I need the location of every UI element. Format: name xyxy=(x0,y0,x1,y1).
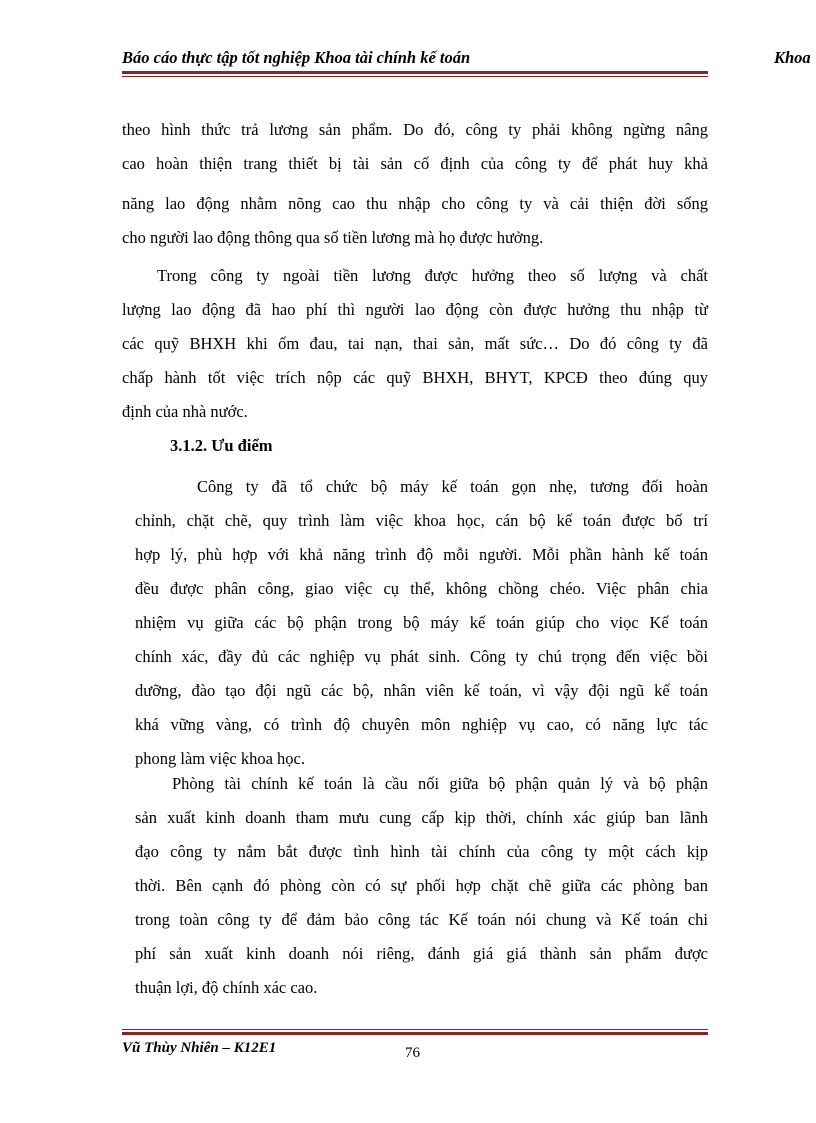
footer-rule-thick xyxy=(122,1032,708,1035)
footer-rule-thin xyxy=(122,1029,708,1030)
paragraph-line: lượng lao động đã hao phí thì người lao động còn được hưởng thu nhập từ xyxy=(122,300,708,319)
page-number: 76 xyxy=(405,1045,420,1061)
paragraph-1 xyxy=(122,113,708,255)
paragraph-line: phong làm việc khoa học. xyxy=(135,749,305,768)
paragraph-line: nhiệm vụ giữa các bộ phận trong bộ máy kế toán giúp cho viọc Kế toán xyxy=(135,613,708,632)
paragraph-line: hợp lý, phù hợp với khả năng trình độ mỗi người. Mỗi phần hành kế toán xyxy=(135,545,708,564)
paragraph-line: Công ty đã tổ chức bộ máy kế toán gọn nhẹ, tương đối hoàn xyxy=(197,477,708,496)
header-rule-thin xyxy=(122,76,708,77)
paragraph-line: thuận lợi, độ chính xác cao. xyxy=(135,978,318,997)
paragraph-line: định của nhà nước. xyxy=(122,402,248,421)
paragraph-line: chính xác, đầy đủ các nghiệp vụ phát sinh. Công ty chú trọng đến việc bồi xyxy=(135,647,708,666)
section-heading: 3.1.2. Ưu điểm xyxy=(170,436,273,455)
paragraph-line: đạo công ty nắm bắt được tình hình tài chính của công ty một cách kịp xyxy=(135,842,708,861)
paragraph-line: năng lao động nhằm nõng cao thu nhập cho công ty và cải thiện đời sống xyxy=(122,194,708,213)
paragraph-2 xyxy=(122,259,708,429)
paragraph-line: thời. Bên cạnh đó phòng còn có sự phối hợp chặt chẽ giữa các phòng ban xyxy=(135,876,708,895)
paragraph-line: cho người lao động thông qua số tiền lương mà họ được hưởng. xyxy=(122,228,544,247)
paragraph-line: phí sản xuất kinh doanh nói riêng, đánh giá giá thành sản phẩm được xyxy=(135,944,708,963)
paragraph-line: chấp hành tốt việc trích nộp các quỹ BHXH, BHYT, KPCĐ theo đúng quy xyxy=(122,368,708,387)
paragraph-4 xyxy=(135,767,708,1005)
paragraph-line: Phòng tài chính kế toán là cầu nối giữa bộ phận quản lý và bộ phận xyxy=(172,774,708,793)
paragraph-line: dưỡng, đào tạo đội ngũ các bộ, nhân viên kế toán, vì vậy đội ngũ kế toán xyxy=(135,681,708,700)
paragraph-line: khá vững vàng, có trình độ chuyên môn nghiệp vụ cao, có năng lực tác xyxy=(135,715,708,734)
paragraph-line: Trong công ty ngoài tiền lương được hưởng theo số lượng và chất xyxy=(157,266,708,285)
paragraph-line: các quỹ BHXH khi ốm đau, tai nạn, thai sản, mất sức… Do đó công ty đã xyxy=(122,334,708,353)
paragraph-line: đều được phân công, giao việc cụ thể, không chồng chéo. Việc phân chia xyxy=(135,579,708,598)
paragraph-line: chỉnh, chặt chẽ, quy trình làm việc khoa học, cán bộ kế toán được bố trí xyxy=(135,511,708,530)
header-right-text: Khoa xyxy=(774,48,811,67)
paragraph-line: cao hoàn thiện trang thiết bị tài sản cố định của công ty để phát huy khả xyxy=(122,154,708,173)
paragraph-line: sản xuất kinh doanh tham mưu cung cấp kịp thời, chính xác giúp ban lãnh xyxy=(135,808,708,827)
page-header xyxy=(122,48,816,70)
paragraph-line: trong toàn công ty để đảm bảo công tác Kế toán nói chung và Kế toán chi xyxy=(135,910,708,929)
paragraph-3 xyxy=(135,470,708,776)
header-title: Báo cáo thực tập tốt nghiệp Khoa tài chính kế toán xyxy=(122,48,471,67)
footer-author: Vũ Thùy Nhiên – K12E1 xyxy=(122,1040,277,1056)
header-rule-thick xyxy=(122,71,708,74)
paragraph-line: theo hình thức trả lương sản phẩm. Do đó, công ty phải không ngừng nâng xyxy=(122,120,708,139)
